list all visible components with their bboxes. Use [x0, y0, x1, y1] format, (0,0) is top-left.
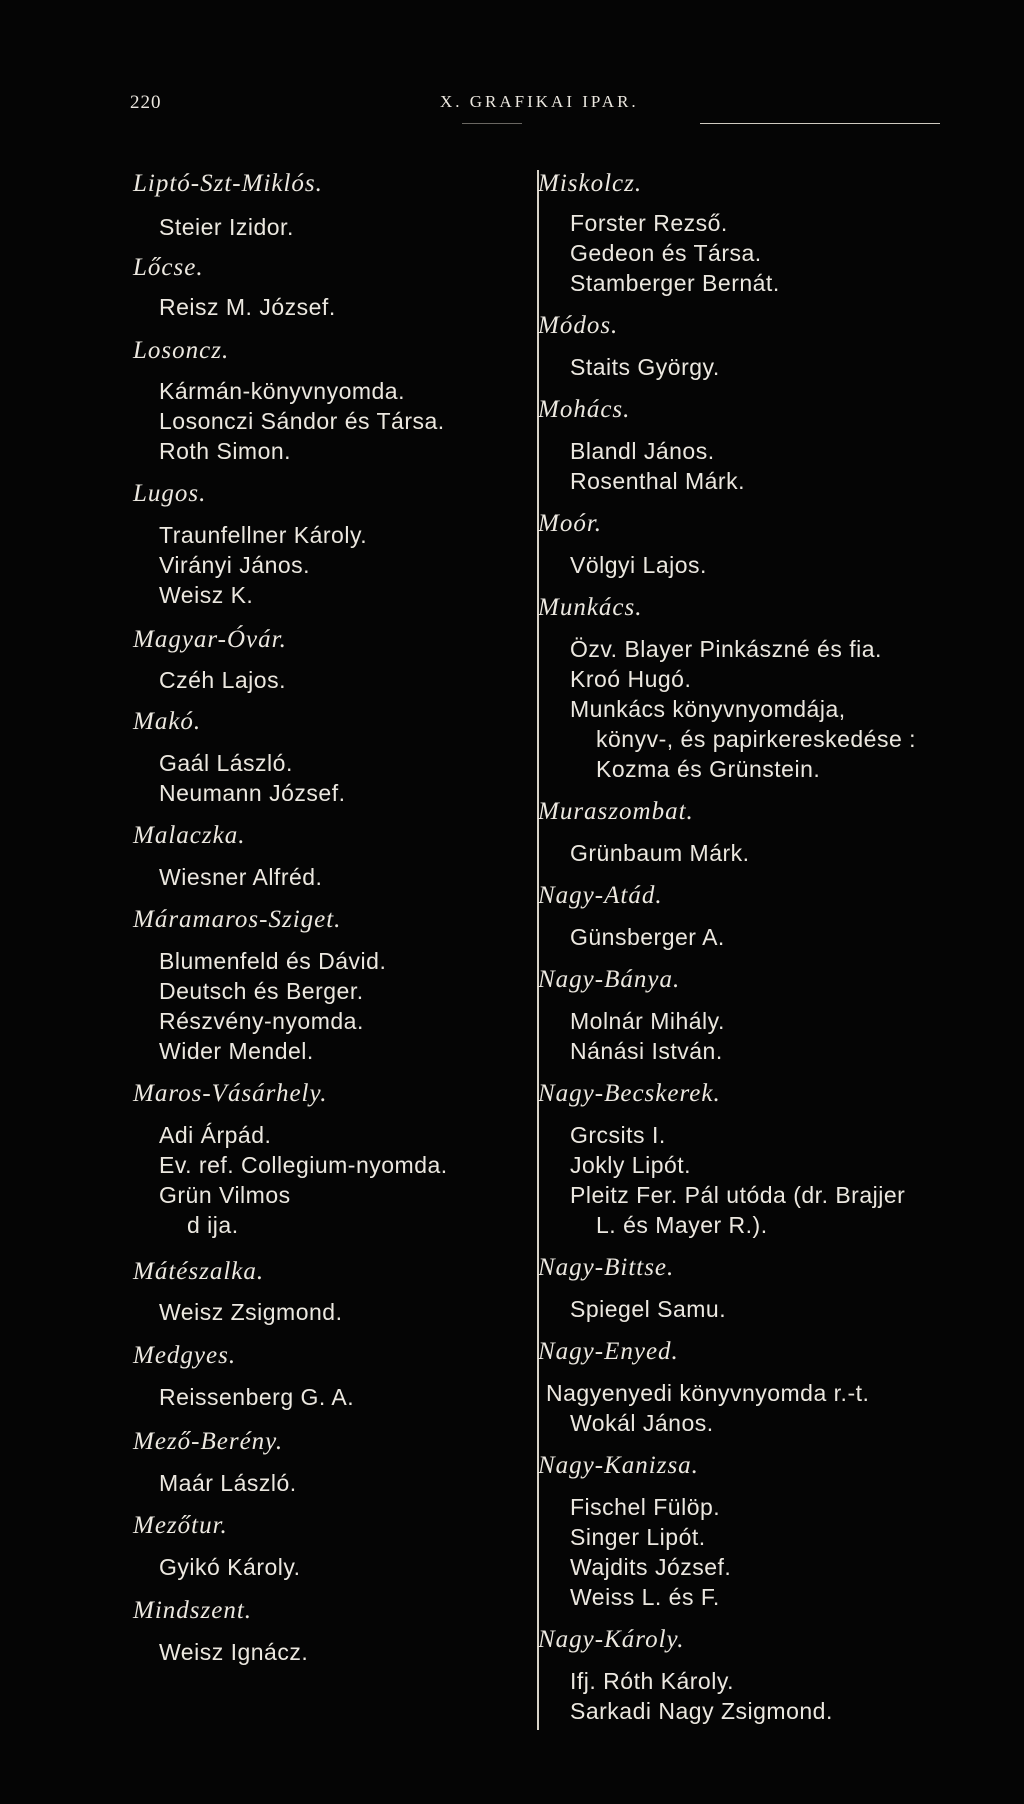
entry-line: Grcsits I. [570, 1122, 666, 1148]
entry-line: Reissenberg G. A. [159, 1384, 355, 1410]
place-heading: Mező-Berény. [133, 1428, 284, 1455]
entry-line: Kármán-könyvnyomda. [159, 378, 405, 404]
place-heading: Medgyes. [133, 1342, 237, 1369]
entry-line: Kroó Hugó. [570, 666, 692, 692]
place-heading: Lőcse. [133, 254, 204, 281]
entry-line: L. és Mayer R.). [596, 1212, 768, 1238]
place-heading: Mohács. [538, 396, 631, 423]
entry-line: Gyikó Károly. [159, 1554, 301, 1580]
entry-line: Weiss L. és F. [570, 1584, 720, 1610]
entry-line: Weisz K. [159, 582, 254, 608]
page-number: 220 [130, 92, 162, 113]
place-heading: Nagy-Becskerek. [538, 1080, 721, 1107]
place-heading: Munkács. [538, 594, 643, 621]
place-heading: Nagy-Kanizsa. [538, 1452, 699, 1479]
place-heading: Losoncz. [133, 337, 230, 364]
entry-line: Virányi János. [159, 552, 311, 578]
entry-line: Kozma és Grünstein. [596, 756, 821, 782]
entry-line: Wokál János. [570, 1410, 714, 1436]
entry-line: Gedeon és Társa. [570, 240, 762, 266]
entry-line: Fischel Fülöp. [570, 1494, 721, 1520]
entry-line: Blandl János. [570, 438, 715, 464]
entry-line: Molnár Mihály. [570, 1008, 725, 1034]
place-heading: Magyar-Óvár. [133, 626, 287, 653]
place-heading: Máramaros-Sziget. [133, 906, 342, 933]
entry-line: Wiesner Alfréd. [159, 864, 323, 890]
place-heading: Mindszent. [133, 1597, 253, 1624]
place-heading: Makó. [133, 708, 202, 735]
place-heading: Maros-Vásárhely. [133, 1080, 328, 1107]
entry-line: Stamberger Bernát. [570, 270, 780, 296]
entry-line: Rosenthal Márk. [570, 468, 745, 494]
header-rule-right [700, 123, 940, 124]
entry-line: Weisz Ignácz. [159, 1639, 309, 1665]
entry-line: Maár László. [159, 1470, 297, 1496]
entry-line: Grün Vilmos [159, 1182, 291, 1208]
entry-line: Részvény-nyomda. [159, 1008, 364, 1034]
place-heading: Nagy-Enyed. [538, 1338, 679, 1365]
entry-line: Spiegel Samu. [570, 1296, 727, 1322]
place-heading: Miskolcz. [538, 170, 643, 197]
entry-line: Steier Izidor. [159, 214, 294, 240]
entry-line: Özv. Blayer Pinkászné és fia. [570, 636, 882, 662]
entry-line: Losonczi Sándor és Társa. [159, 408, 445, 434]
entry-line: Blumenfeld és Dávid. [159, 948, 387, 974]
entry-line: Singer Lipót. [570, 1524, 706, 1550]
entry-line: Reisz M. József. [159, 294, 336, 320]
entry-line: Nagyenyedi könyvnyomda r.-t. [546, 1380, 870, 1406]
entry-line: Sarkadi Nagy Zsigmond. [570, 1698, 833, 1724]
place-heading: Muraszombat. [538, 798, 694, 825]
place-heading: Nagy-Bánya. [538, 966, 681, 993]
entry-line: Ifj. Róth Károly. [570, 1668, 735, 1694]
entry-line: Wider Mendel. [159, 1038, 314, 1064]
place-heading: Módos. [538, 312, 619, 339]
place-heading: Nagy-Atád. [538, 882, 663, 909]
place-heading: Malaczka. [133, 822, 246, 849]
entry-line: Adi Árpád. [159, 1122, 272, 1148]
entry-line: Deutsch és Berger. [159, 978, 364, 1004]
entry-line: könyv-, és papirkereskedése : [596, 726, 917, 752]
place-heading: Mátészalka. [133, 1258, 265, 1285]
place-heading: Nagy-Károly. [538, 1626, 685, 1653]
entry-line: Traunfellner Károly. [159, 522, 368, 548]
running-head: X. GRAFIKAI IPAR. [440, 92, 639, 111]
entry-line: Pleitz Fer. Pál utóda (dr. Brajjer [570, 1182, 906, 1208]
entry-line: Grünbaum Márk. [570, 840, 750, 866]
entry-line: Munkács könyvnyomdája, [570, 696, 846, 722]
entry-line: Czéh Lajos. [159, 667, 286, 693]
place-heading: Liptó-Szt-Miklós. [133, 170, 323, 197]
place-heading: Nagy-Bittse. [538, 1254, 675, 1281]
entry-line: Forster Rezső. [570, 210, 728, 236]
entry-line: Neumann József. [159, 780, 346, 806]
entry-line: Weisz Zsigmond. [159, 1299, 343, 1325]
page-header [0, 92, 1024, 122]
entry-line: Ev. ref. Collegium-nyomda. [159, 1152, 448, 1178]
place-heading: Mezőtur. [133, 1512, 228, 1539]
entry-line: Gaál László. [159, 750, 293, 776]
entry-line: Roth Simon. [159, 438, 292, 464]
place-heading: Lugos. [133, 480, 207, 507]
entry-line: Staits György. [570, 354, 720, 380]
entry-line: Völgyi Lajos. [570, 552, 707, 578]
entry-line: Jokly Lipót. [570, 1152, 692, 1178]
place-heading: Moór. [538, 510, 603, 537]
entry-line: d ija. [187, 1212, 239, 1238]
entry-line: Wajdits József. [570, 1554, 732, 1580]
header-rule-left [462, 123, 522, 124]
entry-line: Nánási István. [570, 1038, 723, 1064]
entry-line: Günsberger A. [570, 924, 725, 950]
